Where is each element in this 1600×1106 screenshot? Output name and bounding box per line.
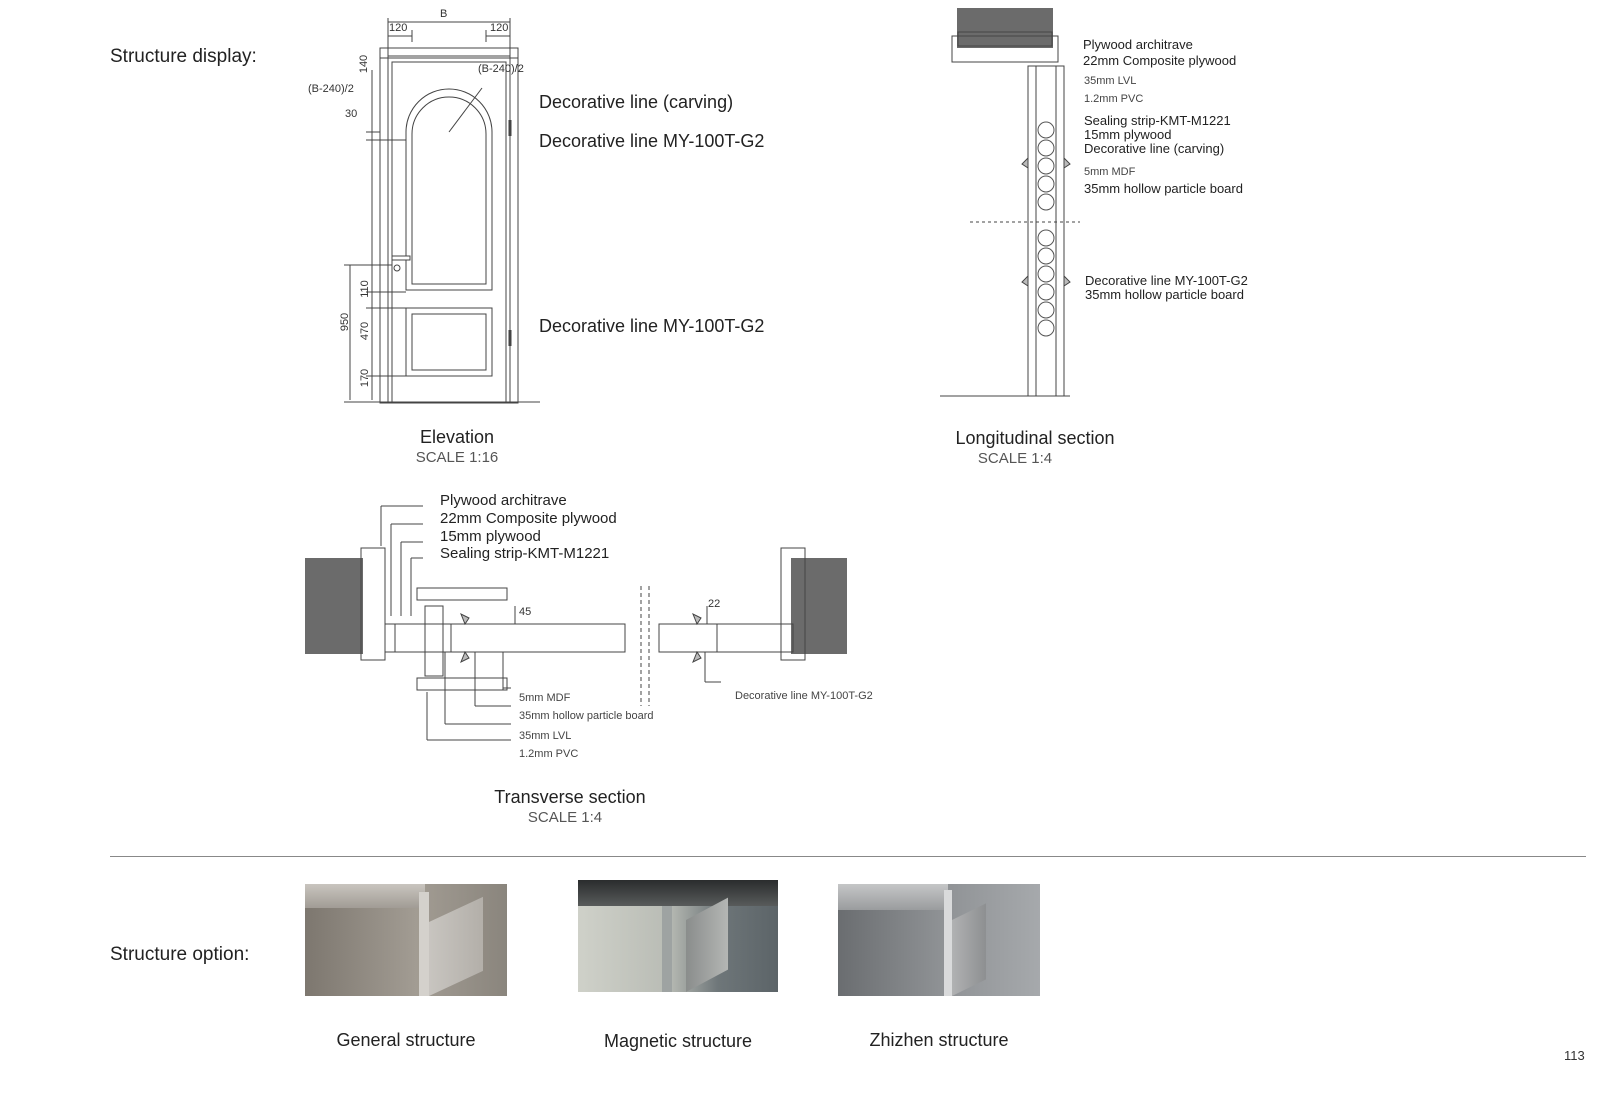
trans-label-composite: 22mm Composite plywood (440, 510, 617, 527)
section-divider (110, 856, 1586, 857)
dim-22: 22 (708, 598, 721, 610)
trans-label-architrave: Plywood architrave (440, 492, 567, 509)
elevation-scale: SCALE 1:16 (415, 449, 499, 466)
general-structure-image (305, 884, 507, 996)
trans-label-pvc: 1.2mm PVC (519, 748, 579, 760)
dim-120-right: 120 (490, 22, 509, 34)
dim-half-left: (B-240)/2 (308, 83, 354, 95)
longitudinal-section-drawing (940, 8, 1080, 393)
option-label-zhizhen: Zhizhen structure (869, 1030, 1009, 1050)
dim-45: 45 (519, 606, 532, 618)
dim-120-left: 120 (389, 22, 408, 34)
elevation-label-carving: Decorative line (carving) (539, 92, 734, 112)
transverse-scale: SCALE 1:4 (527, 809, 603, 826)
elevation-label-decorative-2: Decorative line MY-100T-G2 (539, 316, 765, 336)
longitudinal-scale: SCALE 1:4 (977, 450, 1053, 467)
transverse-title: Transverse section (494, 787, 646, 807)
dim-170: 170 (359, 368, 372, 388)
option-label-general: General structure (336, 1030, 476, 1050)
long-label-hollow-2: 35mm hollow particle board (1085, 287, 1244, 302)
trans-label-lvl: 35mm LVL (519, 730, 572, 742)
trans-label-hollow: 35mm hollow particle board (519, 710, 654, 722)
dim-140: 140 (358, 54, 371, 74)
long-label-architrave: Plywood architrave (1083, 37, 1193, 52)
longitudinal-title: Longitudinal section (955, 428, 1115, 448)
long-label-lvl: 35mm LVL (1084, 75, 1137, 87)
dim-110: 110 (358, 280, 371, 298)
long-label-composite: 22mm Composite plywood (1083, 53, 1237, 68)
dim-half-right: (B-240)/2 (478, 63, 524, 75)
long-label-hollow: 35mm hollow particle board (1084, 181, 1243, 196)
page-number: 113 (1564, 1048, 1585, 1063)
trans-label-mdf: 5mm MDF (519, 692, 571, 704)
long-label-pvc: 1.2mm PVC (1084, 93, 1144, 105)
structure-option-label: Structure option: (110, 944, 250, 965)
long-label-mdf: 5mm MDF (1084, 166, 1136, 178)
long-label-decorative: Decorative line MY-100T-G2 (1085, 273, 1248, 288)
long-label-sealing: Sealing strip-KMT-M1221 (1084, 113, 1231, 128)
trans-label-decorative: Decorative line MY-100T-G2 (735, 690, 873, 702)
long-label-carving: Decorative line (carving) (1084, 141, 1225, 156)
trans-label-plywood: 15mm plywood (440, 528, 541, 545)
zhizhen-structure-image (838, 884, 1040, 996)
elevation-title: Elevation (419, 427, 495, 447)
dim-470: 470 (359, 321, 372, 341)
trans-label-sealing: Sealing strip-KMT-M1221 (440, 545, 610, 562)
dim-b: B (440, 8, 448, 20)
long-label-plywood: 15mm plywood (1084, 127, 1172, 142)
dim-30: 30 (345, 108, 358, 120)
magnetic-structure-image (578, 880, 778, 992)
structure-display-label: Structure display: (110, 46, 257, 67)
dim-950: 950 (339, 312, 352, 332)
elevation-label-decorative-1: Decorative line MY-100T-G2 (539, 131, 765, 151)
option-label-magnetic: Magnetic structure (603, 1031, 753, 1051)
